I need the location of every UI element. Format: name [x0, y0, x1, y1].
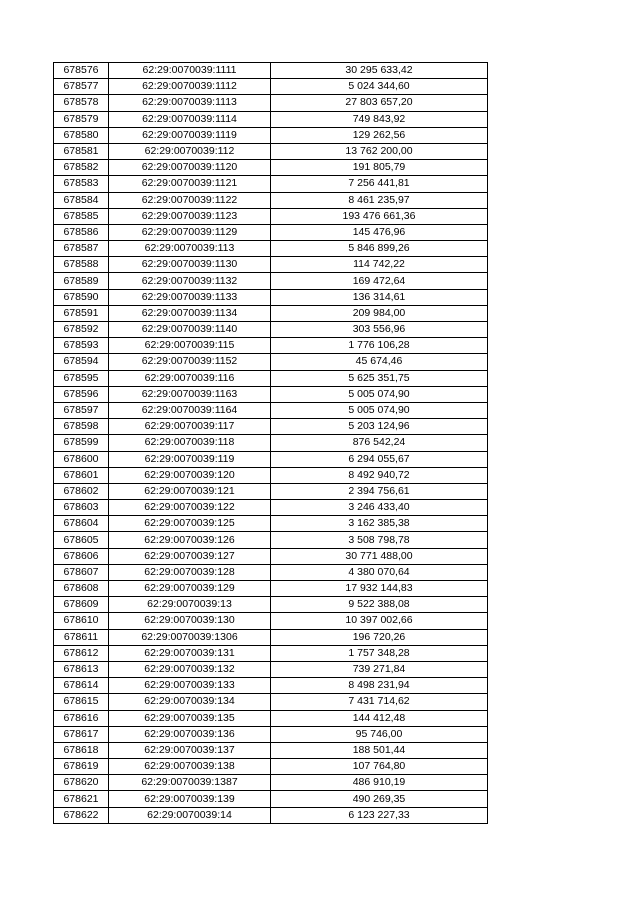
- row-number-cell: 678592: [54, 322, 109, 338]
- row-number-cell: 678611: [54, 629, 109, 645]
- table-row: [54, 435, 488, 451]
- cadastral-value-cell: 5 625 351,75: [271, 370, 488, 386]
- cadastral-value-cell: 303 556,96: [271, 322, 488, 338]
- cadastral-value-cell: 5 005 074,90: [271, 402, 488, 418]
- cadastral-number-cell: 62:29:0070039:127: [109, 548, 271, 564]
- cadastral-value-cell: 9 522 388,08: [271, 597, 488, 613]
- table-row: [54, 451, 488, 467]
- cadastral-number-cell: 62:29:0070039:13: [109, 597, 271, 613]
- table-row: [54, 726, 488, 742]
- cadastral-value-cell: 191 805,79: [271, 160, 488, 176]
- table-row: [54, 305, 488, 321]
- cadastral-number-cell: 62:29:0070039:1120: [109, 160, 271, 176]
- table-row: [54, 354, 488, 370]
- row-number-cell: 678609: [54, 597, 109, 613]
- cadastral-number-cell: 62:29:0070039:1132: [109, 273, 271, 289]
- row-number-cell: 678586: [54, 224, 109, 240]
- cadastral-number-cell: 62:29:0070039:1122: [109, 192, 271, 208]
- cadastral-value-cell: 6 123 227,33: [271, 807, 488, 823]
- cadastral-number-cell: 62:29:0070039:1130: [109, 257, 271, 273]
- table-row: [54, 95, 488, 111]
- cadastral-value-cell: 193 476 661,36: [271, 208, 488, 224]
- cadastral-value-cell: 30 771 488,00: [271, 548, 488, 564]
- row-number-cell: 678578: [54, 95, 109, 111]
- cadastral-number-cell: 62:29:0070039:1164: [109, 402, 271, 418]
- row-number-cell: 678581: [54, 143, 109, 159]
- row-number-cell: 678594: [54, 354, 109, 370]
- cadastral-value-cell: 5 203 124,96: [271, 419, 488, 435]
- table-row: [54, 694, 488, 710]
- row-number-cell: 678620: [54, 775, 109, 791]
- table-row: [54, 127, 488, 143]
- table-row: [54, 629, 488, 645]
- row-number-cell: 678598: [54, 419, 109, 435]
- row-number-cell: 678584: [54, 192, 109, 208]
- row-number-cell: 678576: [54, 63, 109, 79]
- row-number-cell: 678588: [54, 257, 109, 273]
- cadastral-value-cell: 136 314,61: [271, 289, 488, 305]
- cadastral-value-cell: 10 397 002,66: [271, 613, 488, 629]
- cadastral-value-cell: 8 461 235,97: [271, 192, 488, 208]
- cadastral-number-cell: 62:29:0070039:1306: [109, 629, 271, 645]
- row-number-cell: 678596: [54, 386, 109, 402]
- cadastral-number-cell: 62:29:0070039:125: [109, 516, 271, 532]
- row-number-cell: 678604: [54, 516, 109, 532]
- row-number-cell: 678589: [54, 273, 109, 289]
- table-row: [54, 192, 488, 208]
- row-number-cell: 678612: [54, 645, 109, 661]
- table-row: [54, 111, 488, 127]
- cadastral-value-cell: 749 843,92: [271, 111, 488, 127]
- row-number-cell: 678613: [54, 661, 109, 677]
- cadastral-number-cell: 62:29:0070039:1111: [109, 63, 271, 79]
- cadastral-value-cell: 95 746,00: [271, 726, 488, 742]
- row-number-cell: 678601: [54, 467, 109, 483]
- cadastral-value-cell: 3 162 385,38: [271, 516, 488, 532]
- table-row: [54, 224, 488, 240]
- cadastral-value-cell: 129 262,56: [271, 127, 488, 143]
- cadastral-number-cell: 62:29:0070039:118: [109, 435, 271, 451]
- row-number-cell: 678616: [54, 710, 109, 726]
- table-row: [54, 176, 488, 192]
- cadastral-number-cell: 62:29:0070039:1152: [109, 354, 271, 370]
- table-row: [54, 79, 488, 95]
- cadastral-value-cell: 45 674,46: [271, 354, 488, 370]
- cadastral-number-cell: 62:29:0070039:139: [109, 791, 271, 807]
- cadastral-number-cell: 62:29:0070039:1112: [109, 79, 271, 95]
- table-row: [54, 613, 488, 629]
- cadastral-number-cell: 62:29:0070039:1129: [109, 224, 271, 240]
- row-number-cell: 678603: [54, 500, 109, 516]
- cadastral-number-cell: 62:29:0070039:1133: [109, 289, 271, 305]
- row-number-cell: 678607: [54, 564, 109, 580]
- row-number-cell: 678585: [54, 208, 109, 224]
- cadastral-number-cell: 62:29:0070039:1387: [109, 775, 271, 791]
- cadastral-value-cell: 5 005 074,90: [271, 386, 488, 402]
- row-number-cell: 678590: [54, 289, 109, 305]
- cadastral-value-cell: 5 024 344,60: [271, 79, 488, 95]
- table-row: [54, 63, 488, 79]
- cadastral-value-cell: 145 476,96: [271, 224, 488, 240]
- table-row: [54, 257, 488, 273]
- table-row: [54, 710, 488, 726]
- cadastral-value-cell: 1 776 106,28: [271, 338, 488, 354]
- cadastral-number-cell: 62:29:0070039:115: [109, 338, 271, 354]
- cadastral-value-cell: 27 803 657,20: [271, 95, 488, 111]
- row-number-cell: 678597: [54, 402, 109, 418]
- cadastral-number-cell: 62:29:0070039:120: [109, 467, 271, 483]
- row-number-cell: 678605: [54, 532, 109, 548]
- cadastral-value-cell: 8 492 940,72: [271, 467, 488, 483]
- cadastral-number-cell: 62:29:0070039:136: [109, 726, 271, 742]
- row-number-cell: 678614: [54, 678, 109, 694]
- table-row: [54, 338, 488, 354]
- cadastral-number-cell: 62:29:0070039:122: [109, 500, 271, 516]
- row-number-cell: 678608: [54, 581, 109, 597]
- cadastral-number-cell: 62:29:0070039:119: [109, 451, 271, 467]
- cadastral-value-cell: 4 380 070,64: [271, 564, 488, 580]
- cadastral-value-cell: 3 246 433,40: [271, 500, 488, 516]
- table-row: [54, 581, 488, 597]
- table-row: [54, 467, 488, 483]
- cadastral-value-cell: 2 394 756,61: [271, 483, 488, 499]
- cadastral-number-cell: 62:29:0070039:134: [109, 694, 271, 710]
- cadastral-value-cell: 876 542,24: [271, 435, 488, 451]
- row-number-cell: 678619: [54, 759, 109, 775]
- table-row: [54, 500, 488, 516]
- cadastral-number-cell: 62:29:0070039:128: [109, 564, 271, 580]
- table-row: [54, 386, 488, 402]
- cadastral-value-cell: 7 256 441,81: [271, 176, 488, 192]
- table-row: [54, 532, 488, 548]
- cadastral-value-cell: 188 501,44: [271, 742, 488, 758]
- row-number-cell: 678595: [54, 370, 109, 386]
- cadastral-value-cell: 7 431 714,62: [271, 694, 488, 710]
- row-number-cell: 678617: [54, 726, 109, 742]
- cadastral-value-cell: 13 762 200,00: [271, 143, 488, 159]
- table-row: [54, 564, 488, 580]
- row-number-cell: 678600: [54, 451, 109, 467]
- cadastral-number-cell: 62:29:0070039:126: [109, 532, 271, 548]
- row-number-cell: 678580: [54, 127, 109, 143]
- table-row: [54, 775, 488, 791]
- document-sheet: [53, 62, 487, 824]
- cadastral-number-cell: 62:29:0070039:131: [109, 645, 271, 661]
- cadastral-value-cell: 490 269,35: [271, 791, 488, 807]
- cadastral-value-cell: 6 294 055,67: [271, 451, 488, 467]
- table-row: [54, 548, 488, 564]
- table-row: [54, 419, 488, 435]
- cadastral-number-cell: 62:29:0070039:1113: [109, 95, 271, 111]
- cadastral-number-cell: 62:29:0070039:1121: [109, 176, 271, 192]
- table-row: [54, 143, 488, 159]
- cadastral-number-cell: 62:29:0070039:116: [109, 370, 271, 386]
- row-number-cell: 678587: [54, 241, 109, 257]
- row-number-cell: 678593: [54, 338, 109, 354]
- table-row: [54, 597, 488, 613]
- row-number-cell: 678599: [54, 435, 109, 451]
- table-row: [54, 208, 488, 224]
- row-number-cell: 678602: [54, 483, 109, 499]
- row-number-cell: 678621: [54, 791, 109, 807]
- cadastral-value-cell: 5 846 899,26: [271, 241, 488, 257]
- table-row: [54, 370, 488, 386]
- row-number-cell: 678577: [54, 79, 109, 95]
- row-number-cell: 678610: [54, 613, 109, 629]
- cadastral-number-cell: 62:29:0070039:137: [109, 742, 271, 758]
- cadastral-value-cell: 196 720,26: [271, 629, 488, 645]
- row-number-cell: 678582: [54, 160, 109, 176]
- cadastral-value-cell: 486 910,19: [271, 775, 488, 791]
- table-row: [54, 678, 488, 694]
- cadastral-number-cell: 62:29:0070039:1134: [109, 305, 271, 321]
- cadastral-number-cell: 62:29:0070039:14: [109, 807, 271, 823]
- row-number-cell: 678583: [54, 176, 109, 192]
- table-row: [54, 807, 488, 823]
- cadastral-number-cell: 62:29:0070039:1123: [109, 208, 271, 224]
- cadastral-number-cell: 62:29:0070039:132: [109, 661, 271, 677]
- table-row: [54, 791, 488, 807]
- table-row: [54, 483, 488, 499]
- cadastral-number-cell: 62:29:0070039:135: [109, 710, 271, 726]
- table-row: [54, 241, 488, 257]
- cadastral-number-cell: 62:29:0070039:133: [109, 678, 271, 694]
- cadastral-value-cell: 8 498 231,94: [271, 678, 488, 694]
- cadastral-number-cell: 62:29:0070039:1114: [109, 111, 271, 127]
- cadastral-value-cell: 17 932 144,83: [271, 581, 488, 597]
- row-number-cell: 678622: [54, 807, 109, 823]
- cadastral-number-cell: 62:29:0070039:129: [109, 581, 271, 597]
- table-body: [54, 63, 488, 824]
- row-number-cell: 678591: [54, 305, 109, 321]
- cadastral-value-cell: 209 984,00: [271, 305, 488, 321]
- cadastral-value-table: [53, 62, 488, 824]
- table-row: [54, 742, 488, 758]
- cadastral-number-cell: 62:29:0070039:1163: [109, 386, 271, 402]
- cadastral-number-cell: 62:29:0070039:113: [109, 241, 271, 257]
- row-number-cell: 678579: [54, 111, 109, 127]
- cadastral-value-cell: 144 412,48: [271, 710, 488, 726]
- cadastral-number-cell: 62:29:0070039:121: [109, 483, 271, 499]
- table-row: [54, 322, 488, 338]
- table-row: [54, 160, 488, 176]
- row-number-cell: 678606: [54, 548, 109, 564]
- cadastral-number-cell: 62:29:0070039:1140: [109, 322, 271, 338]
- cadastral-number-cell: 62:29:0070039:112: [109, 143, 271, 159]
- table-row: [54, 289, 488, 305]
- cadastral-value-cell: 169 472,64: [271, 273, 488, 289]
- table-row: [54, 516, 488, 532]
- cadastral-number-cell: 62:29:0070039:138: [109, 759, 271, 775]
- cadastral-value-cell: 114 742,22: [271, 257, 488, 273]
- row-number-cell: 678618: [54, 742, 109, 758]
- cadastral-value-cell: 1 757 348,28: [271, 645, 488, 661]
- cadastral-number-cell: 62:29:0070039:117: [109, 419, 271, 435]
- table-row: [54, 402, 488, 418]
- table-row: [54, 759, 488, 775]
- cadastral-value-cell: 107 764,80: [271, 759, 488, 775]
- table-row: [54, 273, 488, 289]
- table-row: [54, 661, 488, 677]
- table-row: [54, 645, 488, 661]
- cadastral-value-cell: 30 295 633,42: [271, 63, 488, 79]
- cadastral-number-cell: 62:29:0070039:1119: [109, 127, 271, 143]
- cadastral-number-cell: 62:29:0070039:130: [109, 613, 271, 629]
- cadastral-value-cell: 739 271,84: [271, 661, 488, 677]
- row-number-cell: 678615: [54, 694, 109, 710]
- cadastral-value-cell: 3 508 798,78: [271, 532, 488, 548]
